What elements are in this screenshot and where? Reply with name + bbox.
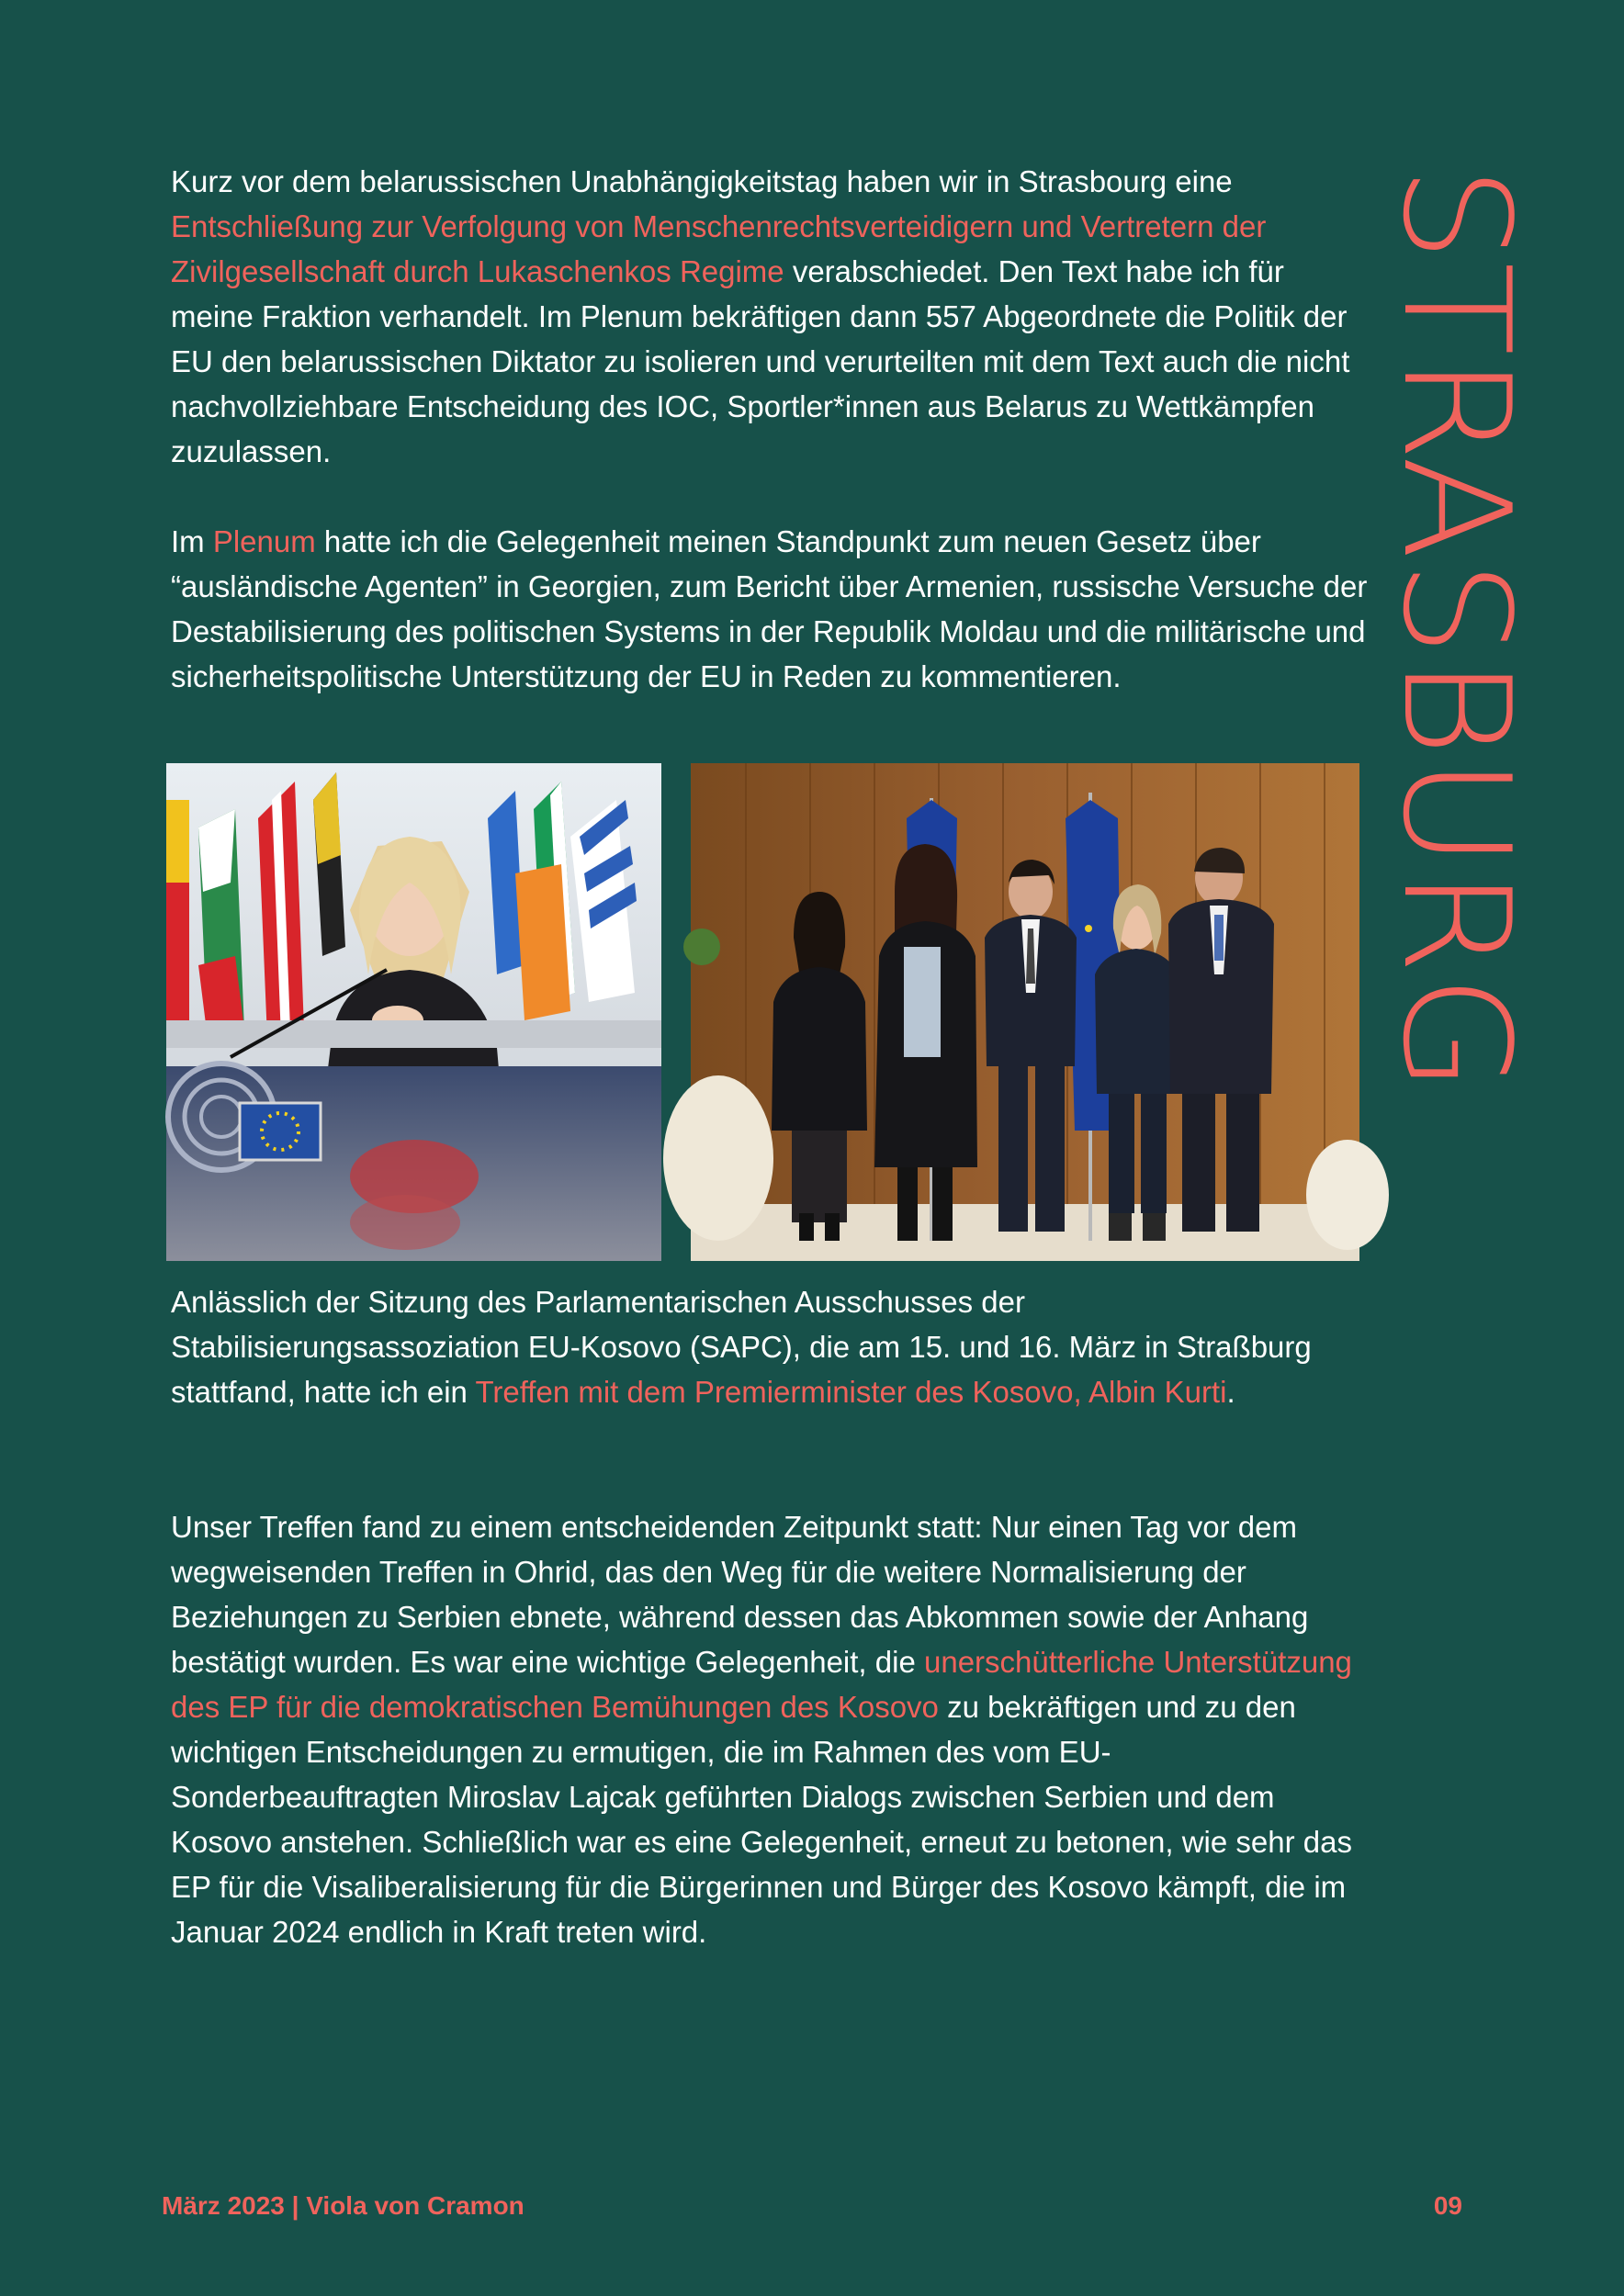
link-plenum[interactable]: Plenum [212, 524, 316, 558]
paragraph-text: . [1226, 1375, 1235, 1409]
paragraph-plenum-speeches [171, 519, 1374, 699]
paragraph-sapc-meeting [171, 1279, 1374, 1414]
link-ep-support-kosovo[interactable]: unerschütterliche Unterstützung des EP für die demokratischen Bemühungen des Kosovo [171, 1645, 1352, 1724]
paragraph-text: hatte ich die Gelegenheit meinen Standpunkt zum neuen Gesetz über “ausländische Agenten” in Georgien, zum Bericht über Armenien, russische Versuche der Destabilisierung des politischen Systems in der Republik Moldau und die militärische und sicherheitspolitische Unterstützung der EU in Reden zu kommentieren. [171, 524, 1368, 693]
paragraph-belarus-resolution [171, 159, 1374, 474]
paragraph-text: Im [171, 524, 213, 558]
link-meeting-kurti[interactable]: Treffen mit dem Premierminister des Kosovo, Albin Kurti [475, 1375, 1227, 1409]
photo-meeting-albin-kurti [691, 763, 1359, 1261]
paragraph-text: zu bekräftigen und zu den wichtigen Entscheidungen zu ermutigen, die im Rahmen des vom EU-Sonderbeauftragten Miroslav Lajcak geführten Dialogs zwischen Serbien und dem Kosovo anstehen. Schließlich war es eine Gelegenheit, erneut zu betonen, wie sehr das EP für die Visaliberalisierung für die Bürgerinnen und Bürger des Kosovo kämpft, die im Januar 2024 endlich in Kraft treten wird. [171, 1690, 1352, 1949]
paragraph-ohrid-meeting [171, 1504, 1374, 1954]
page-number: 09 [1433, 2191, 1462, 2220]
paragraph-text: Kurz vor dem belarussischen Unabhängigkeitstag haben wir in Strasbourg eine [171, 164, 1233, 198]
paragraph-text: Anlässlich der Sitzung des Parlamentarischen Ausschusses der Stabilisierungsassoziation EU-Kosovo (SAPC), die am 15. und 16. März in Straßburg stattfand, hatte ich ein [171, 1285, 1312, 1409]
photo-plenary-speech [166, 763, 661, 1261]
footer-date-author: März 2023 | Viola von Cramon [162, 2191, 524, 2220]
paragraph-text: verabschiedet. Den Text habe ich für meine Fraktion verhandelt. Im Plenum bekräftigen dann 557 Abgeordnete die Politik der EU den belarussischen Diktator zu isolieren und verurteilten mit dem Text auch die nicht nachvollziehbare Entscheidung des IOC, Sportler*innen aus Belarus zu Wettkämpfen zuzulassen. [171, 254, 1350, 468]
side-title-text: STRASBURG [1370, 165, 1542, 1059]
link-belarus-resolution[interactable]: Entschließung zur Verfolgung von Menschenrechtsverteidigern und Vertretern der Zivilgesellschaft durch Lukaschenkos Regime [171, 209, 1267, 288]
paragraph-text: Unser Treffen fand zu einem entscheidenden Zeitpunkt statt: Nur einen Tag vor dem wegweisenden Treffen in Ohrid, das den Weg für die weitere Normalisierung der Beziehungen zu Serbien ebnete, während dessen das Abkommen sowie der Anhang bestätigt wurden. Es war eine wichtige Gelegenheit, die [171, 1510, 1309, 1679]
side-title [1370, 165, 1542, 1102]
